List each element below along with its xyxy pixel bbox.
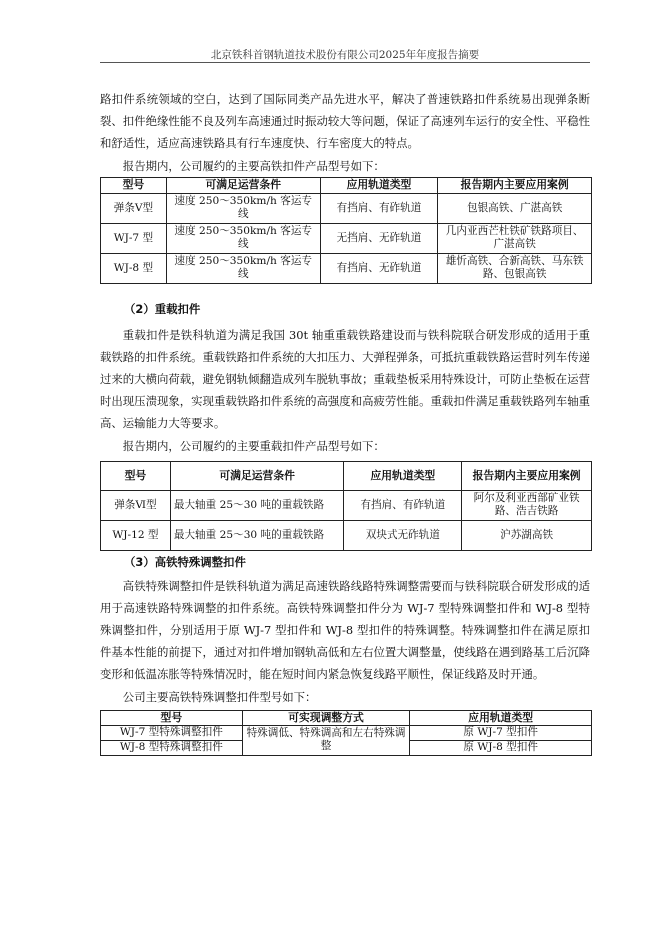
table-cell: 弹条Ⅴ型 [101, 193, 167, 223]
section-heavy-haul-title: （2）重载扣件 [124, 301, 201, 316]
column-header: 应用轨道类型 [344, 461, 462, 490]
table-cell: 有挡肩、有砟轨道 [344, 490, 462, 520]
high-speed-fastener-table [100, 177, 592, 284]
table-row [101, 490, 592, 520]
table-cell: 双块式无砟轨道 [344, 520, 462, 550]
column-header: 可满足运营条件 [170, 461, 344, 490]
table-cell: 沪苏湖高铁 [462, 520, 592, 550]
column-header: 应用轨道类型 [410, 710, 592, 725]
table-3-intro: 公司主要高铁特殊调整扣件型号如下： [122, 689, 317, 704]
table-cell: 速度 250～350km/h 客运专线 [166, 223, 320, 253]
table-cell: WJ-7 型 [101, 223, 167, 253]
table-1-intro: 报告期内，公司履约的主要高铁扣件产品型号如下： [122, 158, 385, 173]
table-cell: WJ-8 型 [101, 253, 167, 283]
table-cell: 最大轴重 25～30 吨的重载铁路 [170, 490, 344, 520]
table-cell: 最大轴重 25～30 吨的重载铁路 [170, 520, 344, 550]
table-cell: 速度 250～350km/h 客运专线 [166, 193, 320, 223]
column-header: 型号 [101, 177, 167, 193]
table-row [101, 725, 592, 740]
table-2-intro: 报告期内，公司履约的主要重载扣件产品型号如下： [122, 438, 385, 453]
table-cell: 弹条Ⅵ型 [101, 490, 171, 520]
table-cell: 无挡肩、无砟轨道 [320, 223, 438, 253]
page-content [100, 88, 590, 756]
header-rule [100, 62, 590, 63]
table-cell: 有挡肩、无砟轨道 [320, 253, 438, 283]
table-row [101, 253, 592, 283]
table-cell: 雄忻高铁、合新高铁、马东铁路、包银高铁 [438, 253, 592, 283]
table-cell: 原 WJ-8 型扣件 [410, 740, 592, 755]
column-header: 型号 [101, 461, 171, 490]
table-header-row [101, 461, 592, 490]
page-header: 北京铁科首钢轨道技术股份有限公司2025年年度报告摘要 [210, 49, 480, 61]
column-header: 应用轨道类型 [320, 177, 438, 193]
paragraph-special-adjust: 高铁特殊调整扣件是铁科轨道为满足高速铁路线路特殊调整需要而与铁科院联合研发形成的适用于高速铁路特殊调整的扣件系统。高铁特殊调整扣件分为 WJ-7 型特殊调整扣件和 WJ-8 型特殊调整扣件，分别适用于原 WJ-7 型扣件和 WJ-8 型扣件的特殊调整。特殊调整扣件在满足原扣件基本性能的前提下，通过对扣件增加钢轨高低和左右位置大调整量，使线路在遇到路基工后沉降变形和低温冻胀等特殊情况时，能在短时间内紧急恢复线路平顺性，保证线路及时开通。 [100, 578, 590, 682]
column-header: 可实现调整方式 [242, 710, 410, 725]
column-header: 报告期内主要应用案例 [462, 461, 592, 490]
table-cell-merged: 特殊调低、特殊调高和左右特殊调整 [242, 725, 410, 755]
special-adjust-fastener-table [100, 710, 592, 756]
table-cell: 速度 250～350km/h 客运专线 [166, 253, 320, 283]
paragraph-heavy-haul: 重载扣件是铁科轨道为满足我国 30t 轴重重载铁路建设而与铁科院联合研发形成的适用于重载铁路的扣件系统。重载铁路扣件系统的大扣压力、大弹程弹条，可抵抗重载铁路运营时列车传递过来的大横向荷载，避免钢轨倾翻造成列车脱轨事故；重载垫板采用特殊设计，可防止垫板在运营时出现压溃现象，实现重载铁路扣件系统的高强度和高疲劳性能。重载扣件满足重载铁路列车轴重高、运输能力大等要求。 [100, 327, 590, 431]
heavy-haul-fastener-table [100, 461, 592, 551]
table-row [101, 520, 592, 550]
paragraph-high-speed-continued: 路扣件系统领域的空白，达到了国际同类产品先进水平，解决了普速铁路扣件系统易出现弹条断裂、扣件绝缘性能不良及列车高速通过时振动较大等问题，保证了高速列车运行的安全性、平稳性和舒适性，适应高速铁路具有行车速度快、行车密度大的特点。 [100, 92, 590, 151]
table-cell: 几内亚西芒杜铁矿铁路项目、广湛高铁 [438, 223, 592, 253]
table-header-row [101, 710, 592, 725]
table-cell: WJ-8 型特殊调整扣件 [101, 740, 243, 755]
section-special-adjust-title: （3）高铁特殊调整扣件 [124, 554, 246, 569]
table-row [101, 223, 592, 253]
column-header: 型号 [101, 710, 243, 725]
column-header: 可满足运营条件 [166, 177, 320, 193]
table-row [101, 193, 592, 223]
table-cell: WJ-7 型特殊调整扣件 [101, 725, 243, 740]
table-cell: 包银高铁、广湛高铁 [438, 193, 592, 223]
table-cell: WJ-12 型 [101, 520, 171, 550]
column-header: 报告期内主要应用案例 [438, 177, 592, 193]
table-header-row [101, 177, 592, 193]
table-cell: 阿尔及利亚西部矿业铁路、浩吉铁路 [462, 490, 592, 520]
table-cell: 有挡肩、有砟轨道 [320, 193, 438, 223]
table-cell: 原 WJ-7 型扣件 [410, 725, 592, 740]
